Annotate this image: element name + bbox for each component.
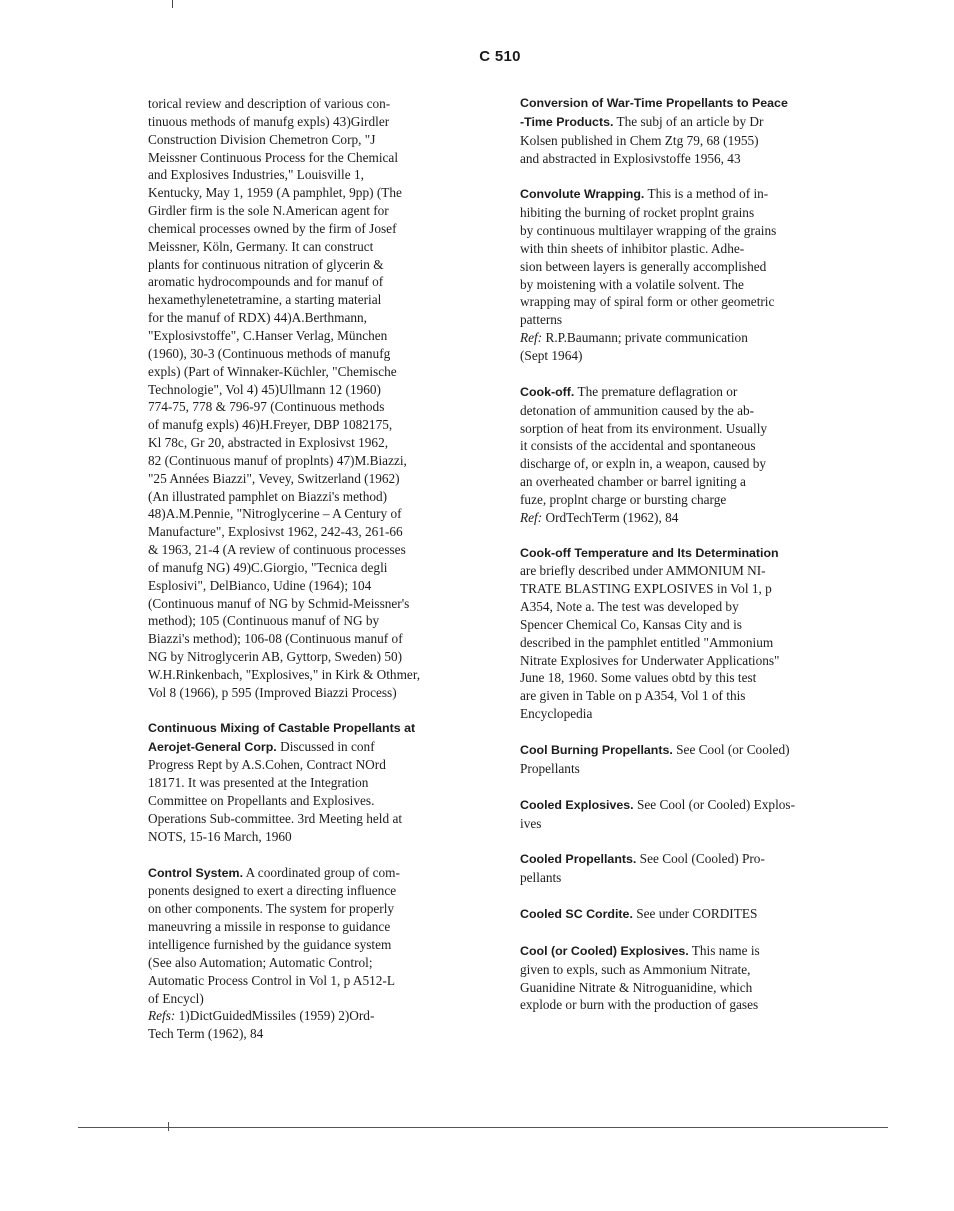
text-line: given to expls, such as Ammonium Nitrate,	[520, 961, 751, 977]
text-line	[520, 185, 852, 204]
text-line: & 1963, 21-4 (A review of continuous processes	[148, 542, 406, 558]
text-line: of manufg expls) 46)H.Freyer, DBP 1082175,	[148, 417, 393, 433]
entry-heading: Cooled Propellants.	[520, 852, 637, 867]
text-line: "25 Années Biazzi", Vevey, Switzerland (1962)	[148, 470, 400, 486]
text-line: Girdler firm is the sole N.American agent for	[148, 203, 389, 219]
entry-conversion	[520, 95, 852, 167]
text-line: Kolsen published in Chem Ztg 79, 68 (1955)	[520, 132, 759, 148]
entry-heading: Cook-off.	[520, 384, 575, 399]
text-line	[520, 113, 852, 132]
text-line: maneuvring a missile in response to guidance	[148, 919, 391, 935]
ref-label: Ref:	[520, 509, 543, 525]
entry-heading: Cooled SC Cordite.	[520, 907, 633, 922]
text-line: Encyclopedia	[520, 706, 593, 722]
text-line	[148, 864, 493, 883]
text-line	[520, 905, 852, 924]
text-line: hexamethylenetetramine, a starting material	[148, 292, 382, 308]
entry-heading: Cook-off Temperature and Its Determination	[520, 545, 779, 560]
text-line: Nitrate Explosives for Underwater Applications"	[520, 652, 780, 668]
page-number: C 510	[479, 48, 521, 65]
text-line: Propellants	[520, 760, 580, 776]
text-line: intelligence furnished by the guidance system	[148, 936, 392, 952]
text-line: explode or burn with the production of gases	[520, 997, 759, 1013]
text-line: Technologie", Vol 4) 45)Ullmann 12 (1960)	[148, 381, 381, 397]
text-line: Guanidine Nitrate & Nitroguanidine, which	[520, 979, 753, 995]
text-line: (Sept 1964)	[520, 347, 583, 363]
text-line	[520, 741, 852, 760]
text-line: by continuous multilayer wrapping of the grains	[520, 223, 777, 239]
text-fragment: A coordinated group of com-	[243, 864, 400, 880]
text-line: Esplosivi", DelBianco, Udine (1964); 104	[148, 577, 372, 593]
text-line	[520, 942, 852, 961]
text-line	[148, 738, 493, 757]
right-column	[520, 95, 852, 1032]
text-line: Meissner Continuous Process for the Chemical	[148, 149, 399, 165]
text-line: torical review and description of various con-	[148, 96, 391, 111]
text-line: aromatic hydrocompounds and for manuf of	[148, 274, 384, 290]
left-column	[148, 95, 493, 1061]
text-line: of Encycl)	[148, 990, 204, 1006]
text-line: Spencer Chemical Co, Kansas City and is	[520, 616, 742, 632]
bottom-rule-divider	[78, 1127, 888, 1128]
text-line: with thin sheets of inhibitor plastic. Adhe-	[520, 240, 745, 256]
text-line: Operations Sub-committee. 3rd Meeting held at	[148, 810, 403, 826]
text-line: by moistening with a volatile solvent. The	[520, 276, 744, 292]
text-fragment: The subj of an article by Dr	[613, 113, 764, 129]
top-margin-mark	[172, 0, 173, 8]
entry-cooled-sc-cordite	[520, 905, 852, 924]
ref-label: Ref:	[520, 330, 543, 346]
text-line: NG by Nitroglycerin AB, Gyttorp, Sweden) 50)	[148, 649, 403, 665]
text-line: Construction Division Chemetron Corp, "J	[148, 131, 376, 147]
text-line: Biazzi's method); 106-08 (Continuous manuf of	[148, 631, 403, 647]
entry-heading: Control System.	[148, 865, 244, 880]
text-line: 48)A.M.Pennie, "Nitroglycerine – A Century of	[148, 506, 402, 522]
text-fragment: See Cool (or Cooled)	[672, 742, 790, 757]
text-line: plants for continuous nitration of glycerin &	[148, 256, 384, 272]
text-line: "Explosivstoffe", C.Hanser Verlag, München	[148, 327, 388, 343]
text-line	[520, 850, 852, 869]
text-line: Automatic Process Control in Vol 1, p A512-L	[148, 972, 395, 988]
text-fragment: See under CORDITES	[632, 906, 758, 922]
text-line: detonation of ammunition caused by the ab-	[520, 402, 755, 418]
entry-heading: Continuous Mixing of Castable Propellants at	[148, 720, 416, 735]
text-line: it consists of the accidental and spontaneous	[520, 438, 756, 454]
text-line	[520, 796, 852, 815]
text-fragment: Discussed in conf	[276, 738, 375, 754]
entry-heading: Cooled Explosives.	[520, 797, 634, 812]
text-line: (1960), 30-3 (Continuous methods of manufg	[148, 345, 391, 361]
text-line: (Continuous manuf of NG by Schmid-Meissner's	[148, 595, 410, 611]
text-line	[520, 383, 852, 402]
text-fragment: This name is	[688, 942, 760, 958]
text-line: ponents designed to exert a directing influence	[148, 883, 397, 899]
entry-heading: Aerojet-General Corp.	[148, 739, 277, 754]
text-fragment: 1)DictGuidedMissiles (1959) 2)Ord-	[175, 1008, 375, 1024]
text-line: for the manuf of RDX) 44)A.Berthmann,	[148, 310, 367, 326]
entry-heading: -Time Products.	[520, 114, 614, 129]
refs-label: Refs:	[148, 1008, 176, 1024]
text-line: wrapping may of spiral form or other geometric	[520, 294, 775, 310]
text-line: sion between layers is generally accomplished	[520, 258, 767, 274]
text-line: pellants	[520, 870, 562, 886]
text-line	[520, 329, 852, 347]
text-line	[148, 1007, 493, 1025]
text-fragment: The premature deflagration or	[574, 383, 738, 399]
text-line: fuze, proplnt charge or bursting charge	[520, 491, 727, 507]
text-fragment: R.P.Baumann; private communication	[542, 330, 748, 346]
text-line: NOTS, 15-16 March, 1960	[148, 828, 292, 844]
text-line: and Explosives Industries," Louisville 1,	[148, 167, 364, 183]
text-fragment: See Cool (or Cooled) Explos-	[633, 796, 796, 812]
entry-cooled-explosives	[520, 796, 852, 833]
entry-continuous-mixing	[148, 720, 493, 846]
text-line: expls) (Part of Winnaker-Küchler, "Chemische	[148, 363, 397, 379]
text-line: Kentucky, May 1, 1959 (A pamphlet, 9pp) (The	[148, 185, 402, 201]
entry-cooled-propellants	[520, 850, 852, 887]
text-line: patterns	[520, 312, 563, 328]
text-line: (An illustrated pamphlet on Biazzi's method)	[148, 488, 388, 504]
text-line: Vol 8 (1966), p 595 (Improved Biazzi Process)	[148, 684, 397, 700]
text-line: tinuous methods of manufg expls) 43)Girdler	[148, 113, 390, 129]
text-line: 18171. It was presented at the Integration	[148, 775, 369, 791]
entry-continuous-methods-refs	[148, 95, 493, 702]
entry-convolute-wrapping	[520, 185, 852, 364]
text-line: are given in Table on p A354, Vol 1 of this	[520, 688, 746, 704]
entry-cook-off-temperature	[520, 545, 852, 723]
text-line: W.H.Rinkenbach, "Explosives," in Kirk & Othmer,	[148, 667, 421, 682]
text-line: TRATE BLASTING EXPLOSIVES in Vol 1, p	[520, 581, 772, 597]
text-line: described in the pamphlet entitled "Ammonium	[520, 634, 774, 650]
text-line: and abstracted in Explosivstoffe 1956, 43	[520, 150, 741, 166]
text-line: method); 105 (Continuous manuf of NG by	[148, 613, 380, 629]
text-line: (See also Automation; Automatic Control;	[148, 954, 373, 970]
text-line: Progress Rept by A.S.Cohen, Contract NOrd	[148, 757, 386, 773]
entry-heading: Cool Burning Propellants.	[520, 743, 673, 757]
text-fragment: OrdTechTerm (1962), 84	[542, 509, 679, 525]
text-line: A354, Note a. The test was developed by	[520, 599, 739, 615]
text-line: June 18, 1960. Some values obtd by this test	[520, 670, 757, 686]
text-line: of manufg NG) 49)C.Giorgio, "Tecnica degli	[148, 559, 388, 575]
text-line: 774-75, 778 & 796-97 (Continuous methods	[148, 399, 385, 415]
text-line: Manufacture", Explosivst 1962, 242-43, 261-66	[148, 524, 403, 540]
text-line: 82 (Continuous manuf of proplnts) 47)M.Biazzi,	[148, 452, 407, 468]
entry-cool-explosives	[520, 942, 852, 1014]
text-line: ives	[520, 815, 542, 831]
text-line: Tech Term (1962), 84	[148, 1026, 264, 1042]
text-line: hibiting the burning of rocket proplnt grains	[520, 205, 755, 221]
text-line: Meissner, Köln, Germany. It can construct	[148, 238, 374, 254]
entry-heading: Cool (or Cooled) Explosives.	[520, 943, 689, 958]
text-line: Kl 78c, Gr 20, abstracted in Explosivst 1962,	[148, 435, 389, 451]
text-line: Committee on Propellants and Explosives.	[148, 793, 375, 809]
entry-heading: Conversion of War-Time Propellants to Peace	[520, 96, 788, 110]
text-line: an overheated chamber or barrel igniting a	[520, 474, 746, 490]
text-line: on other components. The system for properly	[148, 901, 395, 917]
text-line: sorption of heat from its environment. Usually	[520, 420, 768, 436]
text-line: chemical processes owned by the firm of Josef	[148, 220, 397, 236]
text-fragment: This is a method of in-	[644, 186, 769, 202]
entry-control-system	[148, 864, 493, 1043]
text-line	[520, 509, 852, 527]
bottom-margin-mark	[168, 1122, 169, 1131]
text-line: are briefly described under AMMONIUM NI-	[520, 563, 766, 579]
text-line: discharge of, or expln in, a weapon, caused by	[520, 456, 767, 472]
entry-heading: Convolute Wrapping.	[520, 187, 645, 202]
entry-cook-off	[520, 383, 852, 527]
text-fragment: See Cool (Cooled) Pro-	[636, 851, 765, 867]
entry-cool-burning-propellants	[520, 741, 852, 778]
